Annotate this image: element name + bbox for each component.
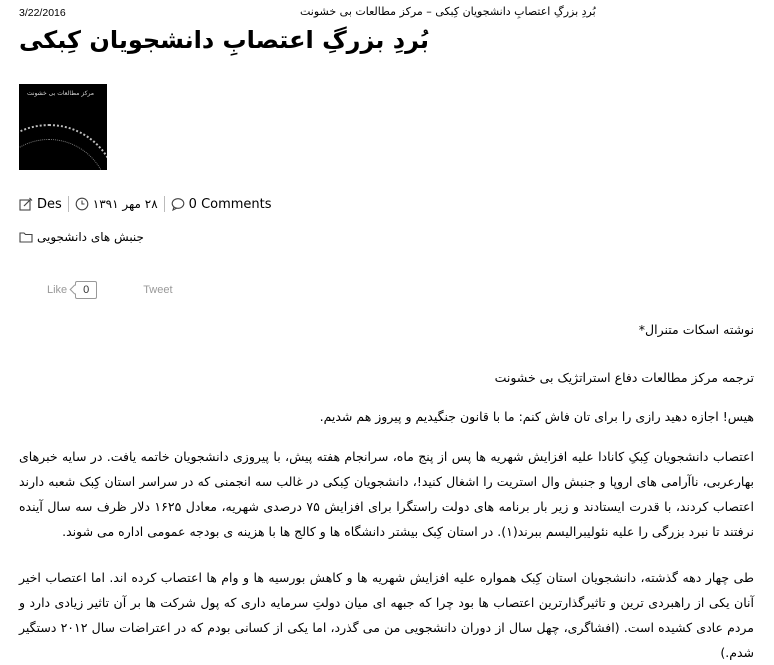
article-meta [19, 194, 272, 214]
tweet-button[interactable]: Tweet [143, 284, 173, 296]
like-button[interactable]: Like [47, 284, 68, 296]
folder-icon [19, 230, 33, 244]
category-link[interactable]: جنبش های دانشجویی [37, 230, 144, 244]
social-share-bar [47, 280, 173, 300]
author-note: نوشته اسکات متنرال* [638, 322, 754, 337]
like-count: 0 [75, 281, 97, 299]
article-thumbnail[interactable] [19, 84, 107, 170]
thumbnail-caption: مرکز مطالعات بی خشونت [27, 90, 94, 97]
translation-note: ترجمه مرکز مطالعات دفاع استراتژیک بی خشونت [494, 370, 754, 385]
print-page-title: بُردِ بزرگِ اعتصابِ دانشجویان کِبکی – مرکز مطالعات بی خشونت [300, 5, 596, 18]
author-link[interactable]: Des [37, 196, 62, 212]
body-paragraph-2: طی چهار دهه گذشته، دانشجویان استان کِبک همواره علیه افزایش شهریه ها و کاهش بورسیه ها و وام ها اعتصاب کرده اند. اما اعتصاب اخیر آنان یکی از راهبردی ترین و تاثیرگذارترین اعتصاب ها بود چرا که جبهه ای میان دولتِ سرمایه داری که پول شرکت ها بر آن تاثیر زیادی دارد و مردم عادی کشیده است. (افشاگری، چهل سال از دوران دانشجویی من می گذرد، اما یکی از کسانی بودم که در اعتراضات سال ۲۰۱۲ دستگیر شدم.) [19, 570, 754, 660]
article-title [0, 26, 774, 54]
meta-divider [164, 196, 165, 212]
post-date: ۲۸ مهر ۱۳۹۱ [92, 197, 158, 211]
comment-icon [171, 197, 185, 211]
meta-divider [68, 196, 69, 212]
article-title-text: بُردِ بزرگِ اعتصابِ دانشجویان کِبکی [19, 26, 430, 54]
clock-icon [75, 197, 89, 211]
comments-link[interactable]: 0 Comments [188, 196, 272, 212]
body-paragraph-1: اعتصاب دانشجویان کِبکِ کانادا علیه افزایش شهریه ها پس از پنج ماه، سرانجام هفته پیش، با پیروزی دانشجویان خاتمه یافت. در سایه خبرهای بهارعربی، ناآرامی های اروپا و جنبش وال استریت را اشغال کنید!، دانشجویان کِبکی در غالب سه انجمنی که در سراسر استان کِبک شعبه دارند اعتصاب کردند، با قدرت ایستادند و زیر بار برنامه های دولت راستگرا برای افزایش ۷۵ درصدی شهریه، معادل ۱۶۲۵ دلار ظرف سه سال آینده نرفتند تا نبرد بزرگی را علیه نئولیبرالیسم ببرند(۱). در استان کِبک بیشتر دانشگاه ها و کالج ها با هزینه ی بودجه عمومی اداره می شوند. [19, 449, 754, 539]
print-date: 3/22/2016 [19, 7, 66, 19]
edit-icon [19, 197, 33, 211]
intro-paragraph: هیس! اجازه دهید رازی را برای تان فاش کنم: ما با قانون جنگیدیم و پیروز هم شدیم. [319, 409, 754, 424]
print-header [0, 5, 774, 21]
article-category [19, 230, 144, 244]
